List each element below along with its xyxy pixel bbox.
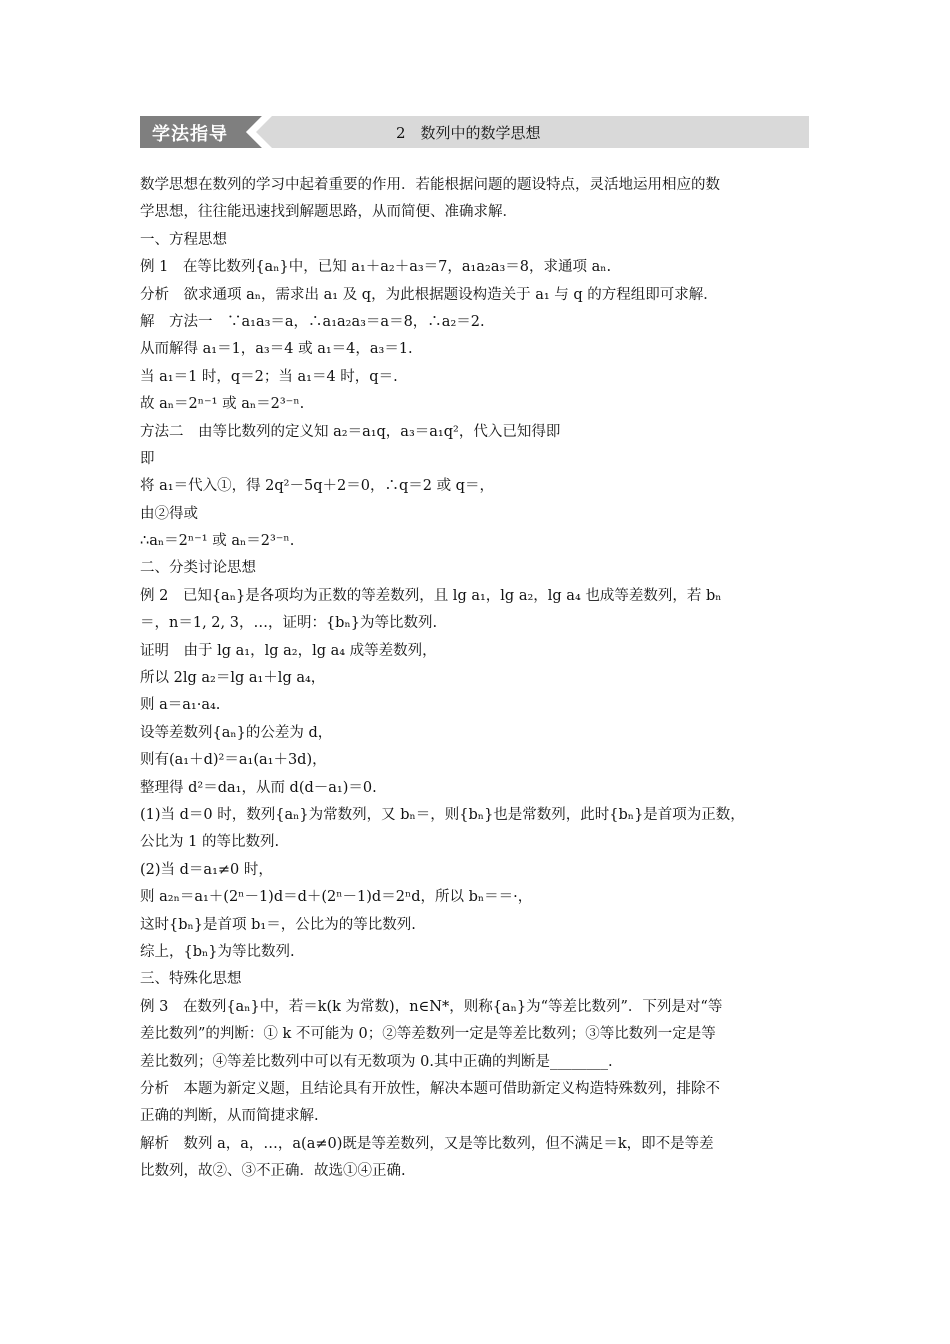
text-line: ∴aₙ＝2ⁿ⁻¹ 或 aₙ＝2³⁻ⁿ. (140, 533, 295, 550)
section-title: 2 数列中的数学思想 (396, 124, 541, 142)
text-line: 证明 由于 lg a₁，lg a₂，lg a₄ 成等差数列， (140, 642, 437, 659)
section-heading: 三、特殊化思想 (140, 971, 242, 988)
text-line: 数学思想在数列的学习中起着重要的作用．若能根据问题的题设特点，灵活地运用相应的数 (140, 177, 720, 193)
document-body (140, 172, 812, 1185)
section-heading: 一、方程思想 (140, 231, 227, 248)
text-line: 则有(a₁＋d)²＝a₁(a₁＋3d)， (140, 752, 327, 769)
text-line: 分析 本题为新定义题，且结论具有开放性，解决本题可借助新定义构造特殊数列，排除不 (140, 1080, 720, 1097)
text-line: 差比数列；④等差比数列中可以有无数项为 0.其中正确的判断是________. (140, 1053, 613, 1070)
text-line: 正确的判断，从而简捷求解. (140, 1108, 319, 1125)
header-tag (140, 116, 268, 148)
text-line: 解 方法一 ∵a₁a₃＝a，∴a₁a₂a₃＝a＝8，∴a₂＝2. (140, 313, 485, 330)
text-line: 方法二 由等比数列的定义知 a₂＝a₁q，a₃＝a₁q²，代入已知得即 (140, 423, 561, 440)
header-tag-label: 学法指导 (152, 124, 228, 145)
text-line: 例 3 在数列{aₙ}中，若＝k(k 为常数)，n∈N*，则称{aₙ}为“等差比数列”．下列是对“等 (140, 998, 723, 1015)
text-line: 即 (140, 450, 155, 467)
text-line: 所以 2lg a₂＝lg a₁＋lg a₄， (140, 670, 326, 687)
text-line: 故 aₙ＝2ⁿ⁻¹ 或 aₙ＝2³⁻ⁿ. (140, 396, 305, 413)
text-line: 综上，{bₙ}为等比数列. (140, 943, 295, 960)
text-line: 则 a＝a₁·a₄. (140, 697, 221, 714)
text-line: 将 a₁＝代入①，得 2q²－5q＋2＝0，∴q＝2 或 q＝， (140, 478, 494, 495)
text-line: 解析 数列 a，a，…，a(a≠0)既是等差数列，又是等比数列，但不满足＝k，即不是等差 (140, 1135, 714, 1152)
text-line: 比数列，故②、③不正确．故选①④正确. (140, 1163, 406, 1180)
text-line: 例 1 在等比数列{aₙ}中，已知 a₁＋a₂＋a₃＝7，a₁a₂a₃＝8，求通项 aₙ. (140, 259, 612, 276)
text-line: 设等差数列{aₙ}的公差为 d， (140, 724, 333, 741)
text-line: 学思想，往往能迅速找到解题思路，从而简便、准确求解． (140, 204, 517, 221)
text-line: 当 a₁＝1 时，q＝2；当 a₁＝4 时，q＝. (140, 368, 398, 385)
text-line: 则 a₂ₙ＝a₁＋(2ⁿ－1)d＝d＋(2ⁿ－1)d＝2ⁿd，所以 bₙ＝＝·， (140, 889, 533, 906)
text-line: (2)当 d＝a₁≠0 时， (140, 861, 273, 878)
text-line: 分析 欲求通项 aₙ，需求出 a₁ 及 q，为此根据题设构造关于 a₁ 与 q 的方程组即可求解． (140, 286, 718, 303)
text-line: 由②得或 (140, 505, 198, 522)
text-line: 差比数列”的判断：① k 不可能为 0；②等差数列一定是等差比数列；③等比数列一定是等 (140, 1026, 716, 1043)
text-line: 从而解得 a₁＝1，a₃＝4 或 a₁＝4，a₃＝1. (140, 341, 413, 358)
text-line: 这时{bₙ}是首项 b₁＝，公比为的等比数列. (140, 916, 416, 933)
text-line: (1)当 d＝0 时，数列{aₙ}为常数列，又 bₙ＝，则{bₙ}也是常数列，此时{bₙ}是首项为正数， (140, 806, 745, 823)
text-line: 例 2 已知{aₙ}是各项均为正数的等差数列，且 lg a₁，lg a₂，lg a₄ 也成等差数列，若 bₙ (140, 587, 722, 604)
text-line: ＝，n＝1, 2, 3，…，证明：{bₙ}为等比数列. (140, 615, 438, 632)
section-header (140, 116, 809, 148)
text-line: 整理得 d²＝da₁，从而 d(d－a₁)＝0. (140, 779, 377, 796)
section-heading: 二、分类讨论思想 (140, 560, 256, 577)
text-line: 公比为 1 的等比数列. (140, 834, 280, 851)
